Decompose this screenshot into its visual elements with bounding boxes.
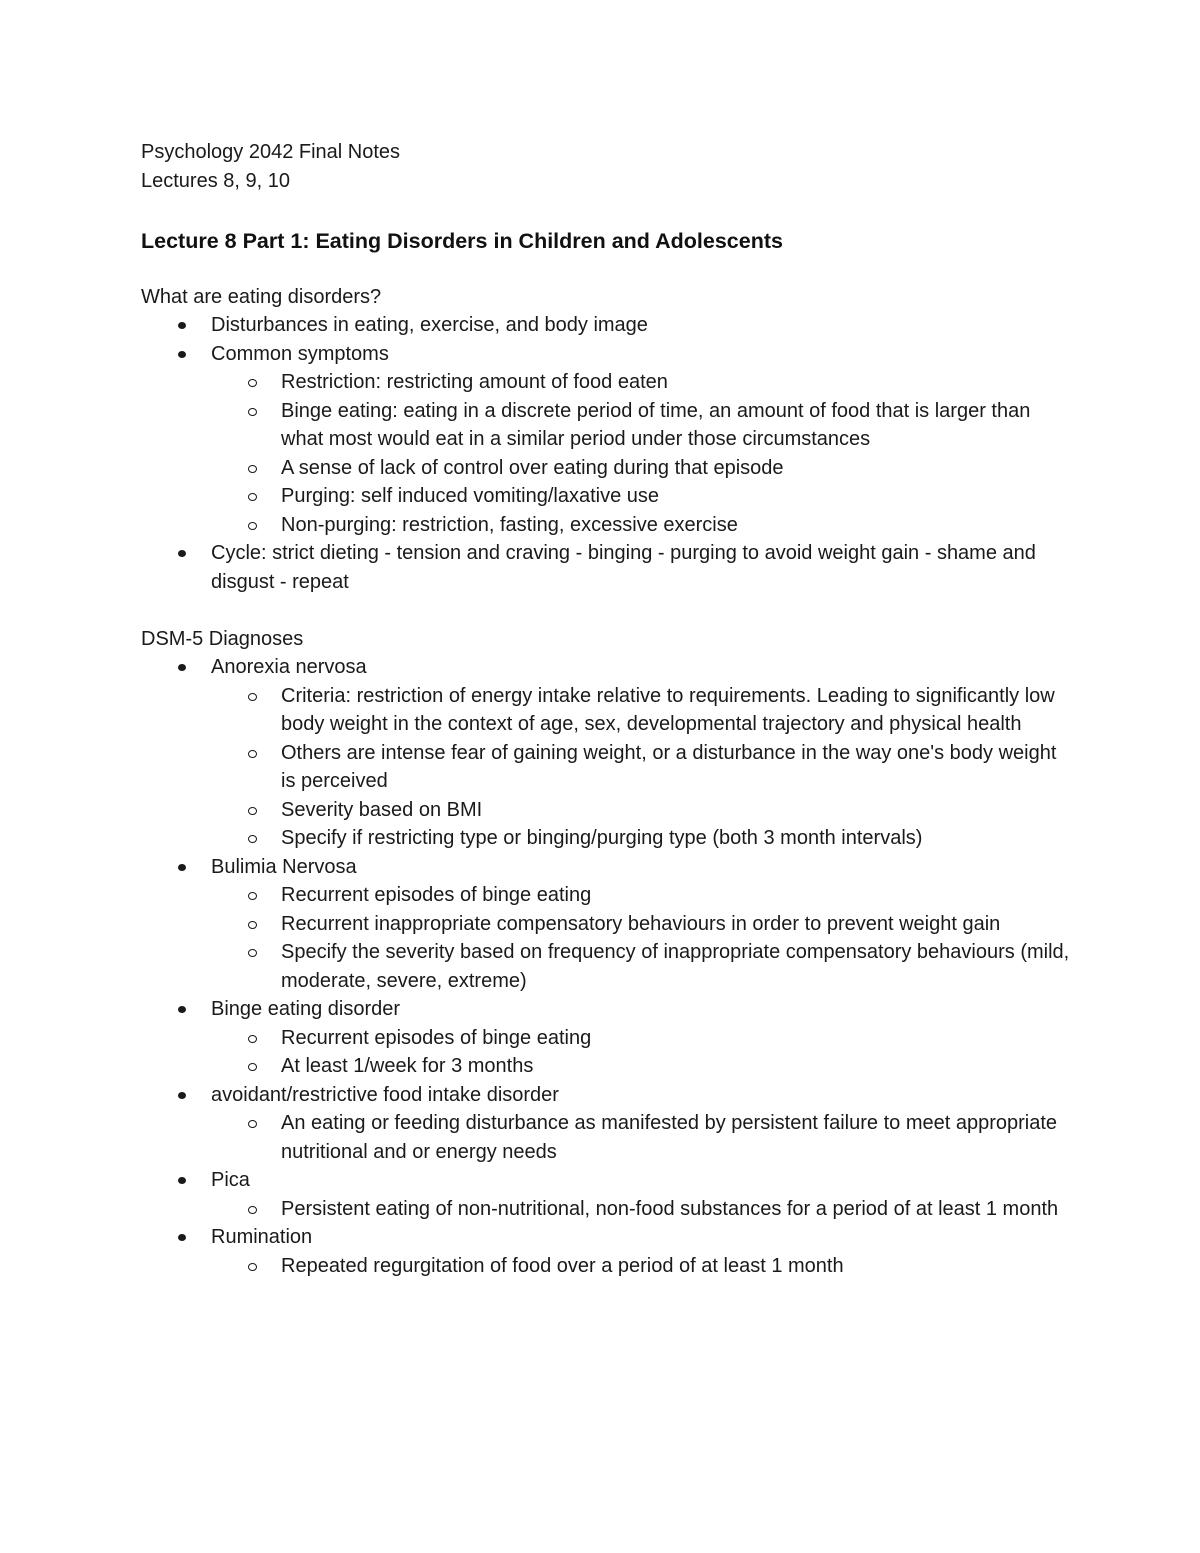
sub-list	[211, 1195, 1071, 1224]
sub-list-item-text: Binge eating: eating in a discrete period of time, an amount of food that is larger than what most would eat in a similar period under those circumstances	[281, 399, 1031, 450]
sub-list-item	[281, 368, 1071, 397]
bullet-circle-icon	[248, 750, 257, 758]
sub-list-item	[281, 824, 1071, 853]
sub-list-item	[281, 1052, 1071, 1081]
list-item-text: Disturbances in eating, exercise, and body image	[211, 314, 648, 336]
list-item-text: Rumination	[211, 1226, 313, 1248]
sub-list-item	[281, 881, 1071, 910]
sub-list-item	[281, 1109, 1071, 1166]
bullet-circle-icon	[248, 921, 257, 929]
sub-list-item	[281, 1195, 1071, 1224]
bullet-circle-icon	[248, 522, 257, 530]
bullet-disc-icon	[178, 1177, 186, 1184]
sub-list-item-text: Persistent eating of non-nutritional, non-food substances for a period of at least 1 month	[281, 1197, 1059, 1220]
bullet-circle-icon	[248, 1063, 257, 1071]
list-item	[211, 340, 1071, 540]
sub-list-item-text: Recurrent inappropriate compensatory behaviours in order to prevent weight gain	[281, 912, 1001, 935]
bullet-circle-icon	[248, 1206, 257, 1214]
sub-list-item-text: Others are intense fear of gaining weight, or a disturbance in the way one's body weight is perceived	[281, 741, 1057, 792]
bullet-circle-icon	[248, 1120, 257, 1128]
sub-list	[211, 1252, 1071, 1281]
list-item	[211, 1166, 1071, 1223]
sub-list	[211, 1109, 1071, 1166]
sub-list-item-text: Restriction: restricting amount of food eaten	[281, 371, 668, 393]
list-item-text: Pica	[211, 1169, 250, 1191]
bullet-disc-icon	[178, 1092, 186, 1099]
sub-list-item-text: Repeated regurgitation of food over a period of at least 1 month	[281, 1254, 844, 1277]
sub-list-item-text: Non-purging: restriction, fasting, excessive exercise	[281, 513, 738, 536]
bullet-circle-icon	[248, 493, 257, 501]
sub-list	[211, 682, 1071, 853]
sub-list-item-text: Criteria: restriction of energy intake relative to requirements. Leading to significantly low body weight in the context of age, sex, developmental trajectory and physical health	[281, 684, 1055, 735]
sub-list-item-text: Specify if restricting type or binging/purging type (both 3 month intervals)	[281, 827, 923, 849]
section-title: DSM-5 Diagnoses	[141, 627, 304, 650]
sub-list-item	[281, 482, 1071, 511]
sub-list-item-text: Specify the severity based on frequency of inappropriate compensatory behaviours (mild, moderate, severe, extreme)	[281, 941, 1070, 992]
bullet-circle-icon	[248, 465, 257, 473]
list-item	[211, 539, 1071, 596]
sub-list-item-text: At least 1/week for 3 months	[281, 1055, 534, 1077]
bullet-disc-icon	[178, 664, 186, 671]
bullet-circle-icon	[248, 807, 257, 815]
sub-list-item-text: Purging: self induced vomiting/laxative use	[281, 485, 659, 507]
sub-list-item	[281, 739, 1071, 796]
bullet-circle-icon	[248, 835, 257, 843]
bullet-disc-icon	[178, 864, 186, 871]
document-title: Psychology 2042 Final Notes	[141, 141, 401, 163]
list-item	[211, 311, 1071, 340]
bullet-list	[141, 311, 1071, 596]
section-title: What are eating disorders?	[141, 285, 382, 308]
list-item-text: Cycle: strict dieting - tension and craving - binging - purging to avoid weight gain - shame and disgust - repeat	[211, 542, 1036, 593]
sub-list-item-text: Severity based on BMI	[281, 798, 483, 821]
spacer	[141, 596, 1071, 625]
list-item	[211, 1081, 1071, 1167]
sub-list-item	[281, 511, 1071, 540]
lecture-heading: Lecture 8 Part 1: Eating Disorders in Children and Adolescents	[141, 229, 783, 253]
bullet-disc-icon	[178, 322, 186, 329]
bullet-circle-icon	[248, 408, 257, 416]
sub-list-item	[281, 938, 1071, 995]
bullet-circle-icon	[248, 1035, 257, 1043]
bullet-circle-icon	[248, 379, 257, 387]
sub-list-item	[281, 910, 1071, 939]
list-item	[211, 853, 1071, 996]
bullet-circle-icon	[248, 1263, 257, 1271]
sub-list-item	[281, 1252, 1071, 1281]
list-item-text: Binge eating disorder	[211, 998, 401, 1020]
bullet-disc-icon	[178, 351, 186, 358]
list-item-text: avoidant/restrictive food intake disorder	[211, 1083, 559, 1106]
sub-list-item-text: Recurrent episodes of binge eating	[281, 1026, 592, 1049]
list-item-text: Anorexia nervosa	[211, 656, 367, 678]
document-subtitle: Lectures 8, 9, 10	[141, 169, 290, 192]
sub-list-item	[281, 454, 1071, 483]
bullet-disc-icon	[178, 1234, 186, 1241]
sub-list-item	[281, 796, 1071, 825]
sub-list	[211, 1024, 1071, 1081]
document-body	[141, 138, 1071, 1280]
sub-list-item-text: An eating or feeding disturbance as manifested by persistent failure to meet appropriate nutritional and or energy needs	[281, 1112, 1058, 1163]
sub-list-item	[281, 682, 1071, 739]
list-item-text: Bulimia Nervosa	[211, 855, 357, 878]
list-item	[211, 1223, 1071, 1280]
sub-list-item	[281, 1024, 1071, 1053]
bullet-disc-icon	[178, 550, 186, 557]
sub-list	[211, 368, 1071, 539]
list-item	[211, 653, 1071, 853]
sub-list-item-text: A sense of lack of control over eating during that episode	[281, 456, 784, 479]
sub-list-item	[281, 397, 1071, 454]
bullet-circle-icon	[248, 693, 257, 701]
bullet-disc-icon	[178, 1006, 186, 1013]
bullet-list	[141, 653, 1071, 1280]
bullet-circle-icon	[248, 949, 257, 957]
sub-list-item-text: Recurrent episodes of binge eating	[281, 884, 592, 906]
sub-list	[211, 881, 1071, 995]
list-item	[211, 995, 1071, 1081]
list-item-text: Common symptoms	[211, 342, 389, 365]
bullet-circle-icon	[248, 892, 257, 900]
